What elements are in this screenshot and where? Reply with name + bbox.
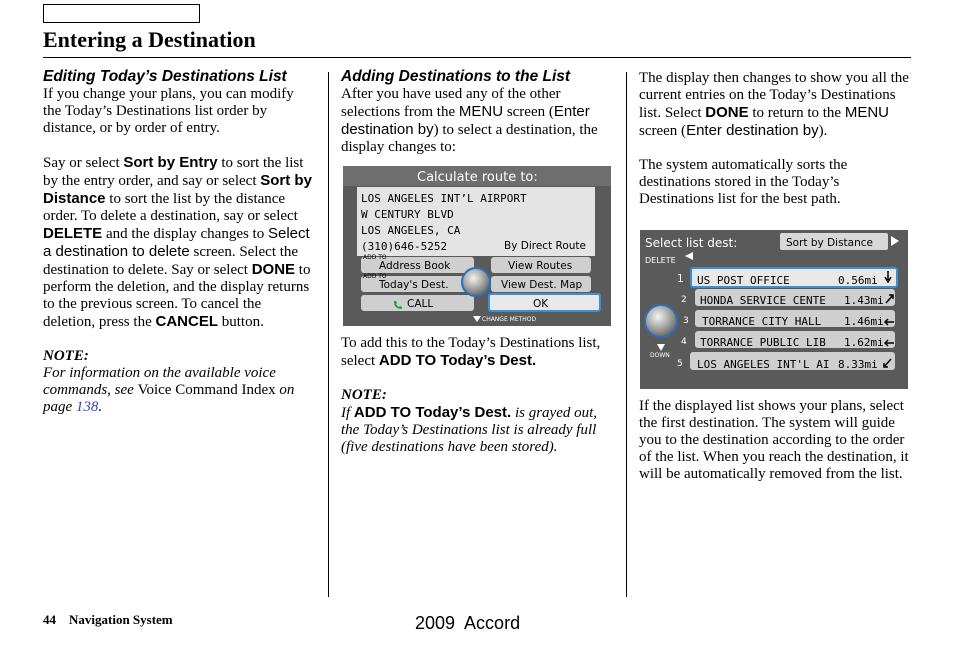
note-voice-commands: For information on the available voice commands, see Voice Command Index on page 138. [43,365,295,415]
sort-by-distance-label: Sort by Distance [43,172,312,207]
calculate-route-screen [343,166,611,326]
column-divider-left [328,72,329,597]
footer-section: Navigation System [69,612,173,627]
column-3-lower [639,398,911,483]
row-number-3: 3 [683,316,689,326]
row-name-4: TORRANCE PUBLIC LIB [700,336,826,349]
calculate-route-title: Calculate route to: [417,170,538,185]
delete-screen-label[interactable]: DELETE [645,256,676,265]
column-2-lower [341,335,613,456]
column-2 [341,68,613,156]
address-book-label: Address Book [379,260,451,272]
note-grayed-out: If ADD TO Today’s Dest. is grayed out, the Today’s Destinations list is already full (five destinations have been stored). [341,404,598,455]
row-name-1: US POST OFFICE [697,274,790,287]
view-routes-label: View Routes [508,260,573,272]
paragraph-change-plans: If you change your plans, you can modify the Today’s Destinations list order by distance, or by order of entry. [43,86,294,136]
sort-by-distance-button-label: Sort by Distance [786,237,873,249]
note-heading-1: NOTE: [43,348,89,364]
direction-arrow-icon-2 [885,292,894,302]
sort-by-entry-label: Sort by Entry [123,154,218,171]
select-destination-screen-label: Select a destination to delete [43,225,310,260]
change-method-label[interactable]: CHANGE METHOD [482,316,537,323]
menu-label-col3: MENU [844,104,889,121]
paragraph-display-changes: The display then changes to show you all the current entries on the Today’s Destinations list. Select DONE to return to the MENU screen (Enter destination by). [639,70,909,139]
row-number-5: 5 [677,359,683,369]
note-heading-2: NOTE: [341,387,387,403]
select-list-dest-title: Select list dest: [645,236,738,250]
joystick-knob-icon [461,267,491,297]
call-label: CALL [407,298,434,310]
row-dist-5: 8.33mi [838,358,878,371]
paragraph-auto-sort: The system automatically sorts the destinations stored in the Today’s Destinations list for the best path. [639,157,848,207]
direction-arrow-icon-1 [884,271,892,283]
page-footer [43,611,173,628]
paragraph-after-selection: After you have used any of the other selections from the MENU screen (Enter destination by) to select a destination, the display changes to: [341,86,598,155]
paragraph-sort-delete: Say or select Sort by Entry to sort the list by the entry order, and say or select Sort by Distance to sort the list by the distance order. To delete a destination, say or select DELETE and the display changes to Select a destination to delete screen. Select the destination to delete. Say or select DONE to perform the deletion, and the display returns to the previous screen. To cancel the deletion, press the CANCEL button. [43,154,312,330]
voice-command-index-ref: Voice Command Index [137,382,276,398]
direction-arrow-icon-4 [884,335,894,343]
phone-icon [393,298,403,308]
row-dist-2: 1.43mi [844,294,884,307]
add-to-prefix-2: ADD TO [363,273,387,280]
page-number: 44 [43,612,56,627]
page-title: Entering a Destination [43,27,256,52]
row-dist-3: 1.46mi [844,315,884,328]
cancel-label: CANCEL [155,313,218,330]
add-to-todays-dest-label-note: ADD TO Today’s Dest. [353,404,512,421]
row-name-3: TORRANCE CITY HALL [702,315,822,328]
down-label: DOWN [650,352,670,359]
row-dist-1: 0.56mi [838,274,878,287]
destination-phone: (310)646-5252 [361,240,448,253]
column-1 [43,68,315,416]
row-name-2: HONDA SERVICE CENTE [700,294,826,307]
view-dest-map-label: View Dest. Map [501,279,583,291]
column-divider-right [626,72,627,597]
page-link-138[interactable]: 138 [75,399,99,415]
done-label: DONE [251,261,296,278]
down-arrow-icon-2 [657,344,665,351]
destination-street: W CENTURY BLVD [361,208,454,221]
paragraph-add-to-list: To add this to the Today’s Destinations list, select ADD TO Today’s Dest. [341,335,601,369]
direction-arrow-icon-5 [883,356,892,366]
route-method: By Direct Route [504,240,587,252]
title-rule [43,57,911,58]
joystick-knob-icon-2 [644,304,678,338]
ok-label: OK [533,298,549,310]
enter-destination-by-label: Enter destination by [341,103,590,138]
column-3 [639,70,911,208]
row-dist-4: 1.62mi [844,336,884,349]
row-number-4: 4 [681,337,687,347]
down-arrow-icon [473,316,481,322]
row-number-2: 2 [681,295,687,305]
select-list-dest-screen [640,230,908,389]
delete-label: DELETE [43,225,103,242]
row-name-5: LOS ANGELES INT'L AI [697,358,830,371]
add-to-todays-dest-label: ADD TO Today’s Dest. [378,352,537,369]
todays-dest-label: Today's Dest. [379,279,449,291]
add-to-prefix-1: ADD TO [363,254,387,261]
destination-city: LOS ANGELES, CA [361,224,461,237]
done-label-col3: DONE [705,104,749,121]
section-heading-adding: Adding Destinations to the List [341,68,571,85]
paragraph-guidance: If the displayed list shows your plans, select the first destination. The system will guide you to the destination according to the order of the list. When you reach the destination, it will be automatically removed from the list. [639,398,909,482]
left-arrow-icon [685,252,693,260]
section-heading-editing: Editing Today’s Destinations List [43,68,287,85]
footer-model: 2009 Accord [415,613,521,633]
header-tab-box [43,4,200,23]
enter-destination-by-label-col3: Enter destination by [686,122,819,139]
row-number-1: 1 [677,273,684,285]
menu-label: MENU [458,103,504,120]
right-arrow-icon [891,236,899,246]
destination-name: LOS ANGELES INT’L AIRPORT [361,192,527,205]
direction-arrow-icon-3 [884,314,894,322]
